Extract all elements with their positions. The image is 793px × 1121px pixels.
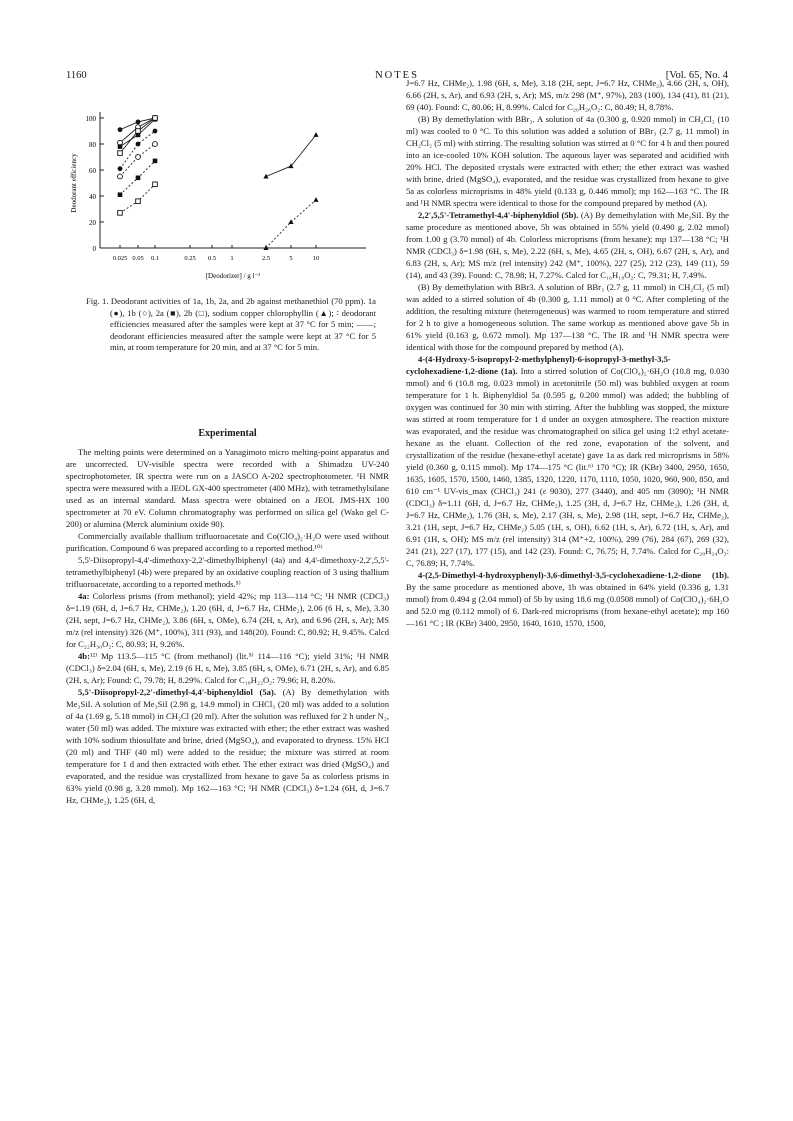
paragraph [66, 650, 389, 686]
data-point [153, 142, 158, 147]
journal-section-title: NOTES [375, 70, 419, 81]
paragraph-body: By the same procedure as mentioned above, 1b was obtained in 64% yield (0.336 g, 1.31 mmol) from 0.494 g (2.04 mmol) of 5b by using 18.6 mg (0.0508 mmol) of Co(ClO₄)₂·6H₂O and 52.0 mg (0.112 mmol) of 6. Dark-red microprisms (from hexane-ethyl acetate); mp 160—161 °C ; IR (KBr) 3400, 2950, 1640, 1610, 1570, 1500, [406, 582, 729, 628]
x-tick-label: 0.1 [150, 255, 160, 262]
data-point [313, 197, 318, 202]
data-point [136, 129, 141, 134]
paragraph: The melting points were determined on a Yanagimoto micro melting-point apparatus and are uncorrected. UV-visible spectra were recorded with a Shimadzu UV-240 spectrophotometer. IR spectra were run on a JASCO A-202 spectrophotometer. ¹H NMR spectra were measured with a JEOL GX-400 spectrometer (400 MHz), with tetramethylsilane used as an internal standard. Mass spectra were obtained on a JEOL JMS-HX 100 spectrometer at 70 eV. Column chromatography was performed on silica gel (Wako gel C-200) or alumina (Merck aluminium oxide 90). [66, 447, 389, 529]
paragraph [406, 353, 729, 569]
compound-label: 4b: [78, 651, 90, 661]
data-point [118, 166, 123, 171]
data-point [288, 219, 293, 224]
data-point [118, 127, 123, 132]
data-point [136, 155, 141, 160]
data-point [136, 142, 141, 147]
compound-label: 4-(2,5-Dimethyl-4-hydroxyphenyl)-3,6-dimethyl-3,5-cyclohexadiene-1,2-dione (1b). [418, 570, 729, 580]
paragraph [406, 209, 729, 281]
x-axis-label: [Deodorizer] / g l⁻¹ [205, 272, 261, 280]
x-tick-label: 0.25 [184, 255, 196, 262]
data-point [153, 182, 158, 187]
y-tick-label: 100 [85, 115, 96, 123]
compound-label: 2,2',5,5'-Tetramethyl-4,4'-biphenyldiol (5b). [418, 210, 579, 220]
data-point [118, 211, 123, 216]
y-tick-label: 20 [89, 219, 96, 227]
right-column [406, 77, 729, 629]
x-tick-label: 10 [312, 255, 320, 262]
series-line [120, 144, 155, 177]
data-point [118, 144, 123, 149]
y-tick-label: 60 [89, 167, 96, 175]
paragraph: 5,5'-Diisopropyl-4,4'-dimethoxy-2,2'-dimethylbiphenyl (4a) and 4,4'-dimethoxy-2,2',5,5'-tetramethylbiphenyl (4b) were prepared by an oxidative coupling reaction of 3 using thallium trifluoroacetate, according to a reported methods.⁵⁾ [66, 555, 389, 589]
data-point [313, 132, 318, 137]
paragraph-body: Colorless prisms (from methanol); yield 42%; mp 113—114 °C; ¹H NMR (CDCl₃) δ=1.19 (6H, d, J=6.7 Hz, CHMe₂), 1.20 (6H, d, J=6.7 Hz, CHMe₂), 2.06 (6 H, s, Me), 3.30 (2H, sept, J=6.7 Hz, CHMe₂), 3.86 (6H, s, OMe), 6.74 (2H, s, Ar), and 6.96 (2H, s, Ar); MS m/z (rel intensity) 326 (M⁺, 100%), 311 (93), and 148(20). Found: C, 80.92; H, 9.45%. Calcd for C₂₂H₃₀O₂: C, 80.93; H, 9.26%. [66, 591, 389, 649]
y-axis-label: Deodorant efficiency [70, 153, 78, 213]
figure-caption [86, 296, 376, 354]
data-point [118, 151, 123, 156]
paragraph-body: (A) By demethylation with Me₃SiI. A solution of Me₃SiI (2.98 g, 14.9 mmol) in CHCl₃ (20 ml) was added to a solution of 4a (1.69 g, 5.18 mmol) in CH₂Cl (20 ml). After the solution was refluxed for 2 h under N₂, water (50 ml) was added. The mixture was extracted with ether; the ether extract was washed with 10% sodium thiosulfate and brine, dried (MgSO₄), and evaporated to dryness. 15% HCl (20 ml) and THF (40 ml) were added to the residue; the mixture was stirred at room temperature for 1 d and then extracted with ether. The ether extract was dried (MgSO₄) and evaporated, and the residue was crystallized from hexane to gave 5a as colorless prisms in 63% yield (0.98 g, 3.28 mmol). Mp 162—163 °C; ¹H NMR (CDCl₃) δ=1.24 (6H, d, J=6.7 Hz, CHMe₂), 1.25 (6H, d, [66, 687, 389, 805]
x-tick-label: 5 [289, 255, 293, 262]
x-tick-label: 0.025 [112, 255, 128, 262]
section-heading-experimental: Experimental [198, 428, 257, 439]
figure-caption-text: Fig. 1. Deodorant activities of 1a, 1b, 2a, and 2b against methanethiol (70 ppm). 1a (●), 1b (○), 2a (■), 2b (□), sodium copper chlorophyllin (▲); ∶ deodorant efficiencies measured after the samples were kept at 37 °C for 5 min; ——; deodorant efficiencies measured after the sample were kept at 37 °C for 5 min, at room temperature for 20 min, and at 37 °C for 5 min. [86, 296, 376, 353]
data-point [136, 176, 141, 181]
paragraph [66, 686, 389, 806]
x-tick-label: 0.5 [207, 255, 217, 262]
data-point [136, 199, 141, 204]
compound-label: 4-(4-Hydroxy-5-isopropyl-2-methylphenyl)-6-isopropyl-3-methyl-3,5-cyclohexadiene-1,2-dione (1a). [406, 354, 671, 376]
data-point [118, 192, 123, 197]
y-tick-label: 0 [92, 245, 96, 253]
y-tick-label: 40 [89, 193, 96, 201]
x-tick-label: 2.5 [261, 255, 271, 262]
deodorant-chart [66, 100, 389, 300]
volume-info: [Vol. 65, No. 4 [665, 70, 728, 81]
paragraph [406, 569, 729, 629]
data-point [153, 159, 158, 164]
paragraph: J=6.7 Hz, CHMe₂), 1.98 (6H, s, Me), 3.18 (2H, sept, J=6.7 Hz, CHMe₂), 4.66 (2H, s, OH), 6.66 (2H, s, Ar), and 6.93 (2H, s, Ar); MS, m/z 298 (M⁺, 97%), 283 (100), 134 (41), 81 (21), 69 (40). Found: C, 80.06; H, 8.99%. Calcd for C₂₀H₂₆O₂: C, 80.49; H, 8.78%. [406, 78, 729, 112]
compound-label: 5,5'-Diisopropyl-2,2'-dimethyl-4,4'-biphenyldiol (5a). [78, 687, 276, 697]
data-point [153, 116, 158, 121]
series-line [266, 135, 316, 177]
left-column [66, 420, 389, 806]
paragraph: (B) By demethylation with BBr₃. A solution of 4a (0.300 g, 0.920 mmol) in CH₂Cl₂ (10 ml) was cooled to 0 °C. To this solution was added a solution of BBr₃ (2.7 g, 11 mmol) in CH₂Cl₂ (5 ml) with stirring. The resulting solution was stirred at 0 °C for 4 h and then poured into an ice-cooled 10% KOH solution. The aqueous layer was separated and acidified with 20% HCl. The deposited crystals were extracted with ether; the ether extract was washed with brine, dried (MgSO₄), evaporated, and the residue was crystallized from hexane to give 5a as colorless microprisms in 48% yield (0.133 g, 0.446 mmol); mp 162—163 °C. The IR and ¹H NMR spectra were identical to those for the compound prepared by method (A). [406, 114, 729, 208]
figure-1 [66, 100, 389, 300]
x-tick-label: 1 [230, 255, 234, 262]
paragraph: (B) By demethylation with BBr3. A solution of BBr₃ (2.7 g, 11 mmol) in CH₂Cl₂ (5 ml) was added to a stirred solution of 4b (0.300 g, 1.11 mmol) at 0 °C. After completing of the addition, the resulting mixture (heterogeneous) was warmed to room temperature and stirred for 2 h to give a homogeneous solution. The same workup as mentioned above gave 5b in 61% yield (0.163 g, 0.672 mmol). Mp 137—138 °C. The IR and ¹H NMR spectra were identical with those for the compound prepared by method (A). [406, 282, 729, 352]
paragraph: Commercially available thallium trifluoroacetate and Co(ClO₄)₂·H₂O were used without purification. Compound 6 was prepared according to a reported method.¹⁰⁾ [66, 531, 389, 553]
paragraph [66, 590, 389, 650]
y-tick-label: 80 [89, 141, 96, 149]
compound-label: 4a: [78, 591, 90, 601]
data-point [153, 129, 158, 134]
paragraph-body: (A) By demethylation with Me₃SiI. By the same procedure as mentioned above, 5b was obtained in 55% yield (0.490 g, 2.02 mmol) from 1.00 g (3.70 mmol) of 4b. Colorless microprisms (from hexane): mp 137—138 °C; ¹H NMR (CDCl₃) δ=1.98 (6H, s, Me), 2.22 (6H, s, Me), 4.65 (2H, s, OH), 6.67 (2H, s, Ar), and 6.83 (2H, s, Ar); MS m/z (rel intensity) 242 (M⁺, 100%), 227 (25), 212 (23), 149 (11), 59 (14), and 43 (39). Found: C, 78.98; H, 7.27%. Calcd for C₁₆H₁₈O₂: C, 79.31; H, 7.49%. [406, 210, 729, 280]
page-number: 1160 [66, 70, 87, 81]
paragraph-body: ¹²⁾ Mp 113.5—115 °C (from methanol) (lit.⁵⁾ 114—116 °C); yield 31%; ¹H NMR (CDCl₃) δ=2.04 (6H, s, Me), 2.19 (6 H, s, Me), 3.85 (6H, s, OMe), 6.71 (2H, s, Ar), and 6.85 (2H, s, Ar); Found: C, 79.78; H, 8.29%. Calcd for C₁₈H₂₂O₂: 79.96; H, 8.20%. [66, 651, 389, 685]
data-point [118, 174, 123, 179]
data-point [136, 120, 141, 125]
x-tick-label: 0.05 [132, 255, 144, 262]
paragraph-body: Into a stirred solution of Co(ClO₄)₂·6H₂O (10.8 mg, 0.030 mmol) and 6 (10.8 mg, 0.023 mmol) in acetonitrile (50 ml) was bubbled oxygen at room temperature for 1 h. Biphenyldiol 5a (0.595 g, 0.200 mmol) was added; the bubbling of oxygen was continued for 30 min with stirring. After the bubbling was stopped, the mixture was stirred at room temperature for 1 d under an oxygen atmosphere. The reaction mixture was evaporated, and the residue was chromatographed on silica gel using 1:2 ethyl acetate-hexane as the eluant. Collection of the red zone, evaporation of the solvent, and crystallization of the residue (hexane-ethyl acetate) gave 1a as dark red microprisms in 58% yield (0.360 g, 0.115 mmol). Mp 174—175 °C (lit.⁶⁾ 170 °C); IR (KBr) 3400, 2950, 1650, 1635, 1605, 1570, 1500, 1460, 1385, 1320, 1220, 1170, 1110, 1050, 1020, 960, 900, 850, and 610 cm⁻¹ UV-vis_max (CHCl₃) 241 (ε 9030), 277 (3440), and 405 nm (3090); ¹H NMR (CDCl₃) δ=1.11 (6H, d, J=6.7 Hz, CHMe₂), 1.25 (3H, d, J=6.7 Hz, CHMe₂), 1.26 (3H, d, J=6.7 Hz, CHMe₂), 1.76 (3H, s, Me), 2.17 (3H, s, Me), 2.98 (1H, sept, J=6.7 Hz, CHMe₂), 3.21 (1H, sept, J=6.7 Hz, CHMe₂) 5.05 (1H, s, OH), 6.62 (1H, s, Ar), 6.72 (1H, s, Ar), and 6.91 (1H, s, OH); MS m/z (rel intensity) 314 (M⁺+2, 100%), 299 (76), 284 (67), 269 (32), 241 (21), 227 (17), 177 (15), and 142 (23). Found: C, 76.75; H, 7.74%. Calcd for C₂₀H₂₄O₃: C, 76.89; H, 7.74%. [406, 366, 729, 568]
